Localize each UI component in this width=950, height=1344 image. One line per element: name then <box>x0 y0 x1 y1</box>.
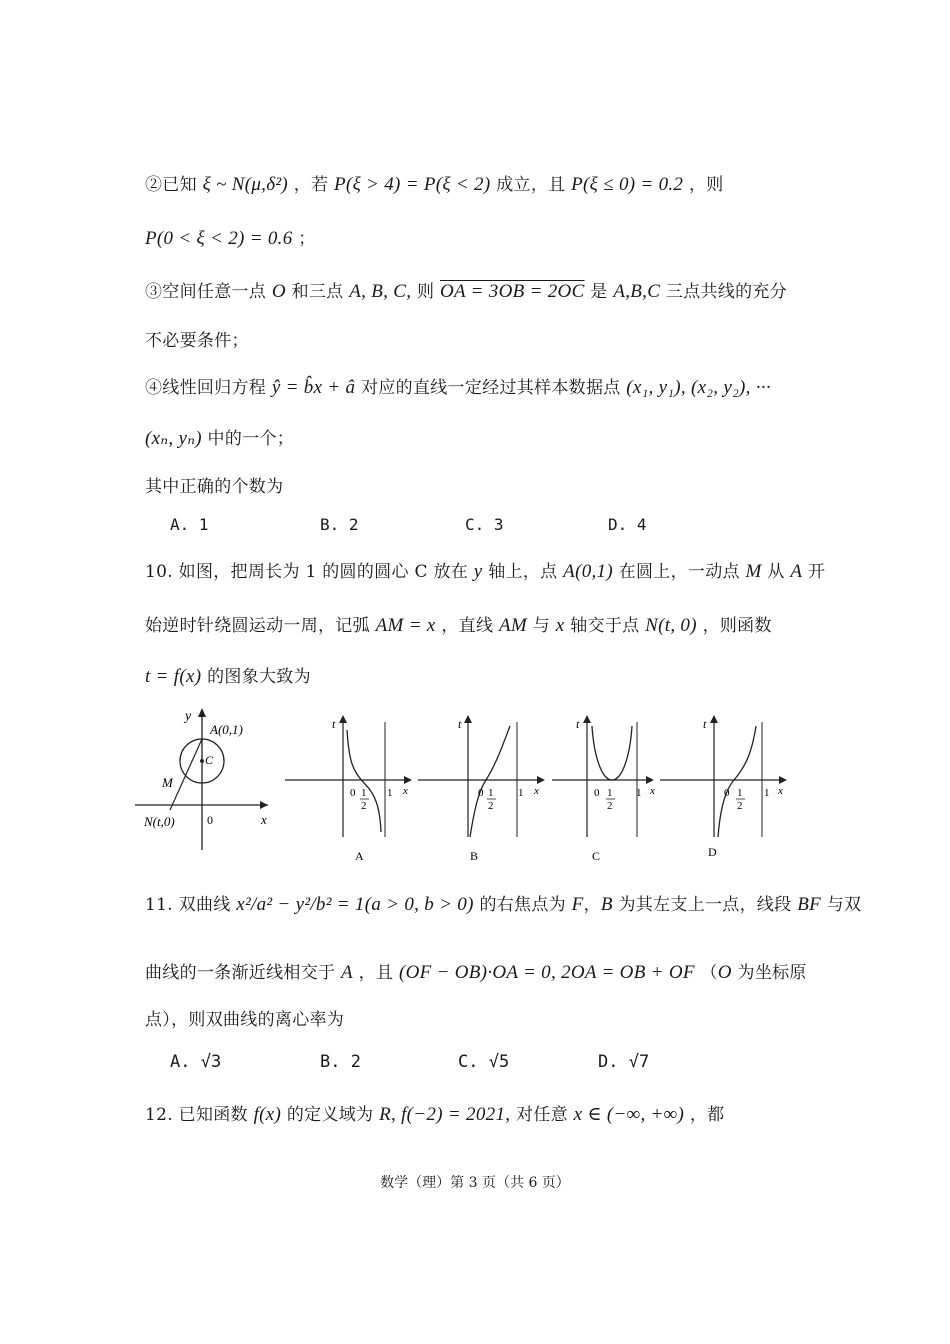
math: (x₁, y₁), (x₂, y₂), ··· <box>626 377 771 398</box>
text: 12. 已知函数 <box>145 1105 248 1125</box>
center-dot <box>200 759 204 763</box>
text: 10. 如图，把周长为 1 的圆的圆心 C 放在 <box>145 562 469 582</box>
graph-d <box>660 712 790 862</box>
text: 为坐标原 <box>737 963 807 983</box>
math: O <box>271 281 286 302</box>
fig-n-label: N(t,0) <box>144 814 175 829</box>
text: 与双 <box>826 895 862 915</box>
page-footer: 数学（理）第 3 页（共 6 页） <box>380 1175 570 1191</box>
q9-item2-line2 <box>145 224 316 250</box>
text: 轴上，点 <box>488 562 558 582</box>
t-label: t <box>576 717 580 731</box>
option-b[interactable]: B. 2 <box>320 515 359 534</box>
text: ，都 <box>689 1105 725 1125</box>
graph-label-d: D <box>708 845 717 859</box>
option-d[interactable]: D. √7 <box>598 1052 650 1072</box>
text: ③空间任意一点 <box>145 282 267 302</box>
text: 为其左支上一点，线段 <box>618 895 792 915</box>
text: （ <box>700 963 718 983</box>
text: 的定义域为 <box>286 1105 374 1125</box>
math: BF <box>797 894 822 915</box>
text: 的图象大致为 <box>207 667 311 687</box>
half-num: 1 <box>488 787 494 799</box>
math: N(t, 0) <box>645 615 697 636</box>
q9-item4-line2 <box>145 424 294 450</box>
text: ②已知 <box>145 175 197 195</box>
option-c[interactable]: C. √5 <box>458 1052 510 1072</box>
graph-a <box>285 712 415 862</box>
text: 从 <box>767 562 785 582</box>
hyperbola-equation: x²/a² − y²/b² = 1(a > 0, b > 0) <box>236 894 474 915</box>
math: f(x) <box>253 1104 282 1125</box>
text: 与 <box>532 616 551 636</box>
fig-zero-label: 0 <box>207 813 213 827</box>
math: F <box>571 894 584 915</box>
graph-c <box>552 712 667 862</box>
x-label: x <box>650 785 655 797</box>
vector-equation: (OF − OB)·OA = 0, 2OA = OB + OF <box>398 962 695 983</box>
half-den: 2 <box>361 800 367 812</box>
q11-line1 <box>145 890 861 916</box>
math: O <box>717 962 732 983</box>
text: 轴交于点 <box>570 616 640 636</box>
math: A, B, C, <box>349 281 412 302</box>
text: 是 <box>590 282 608 302</box>
option-c[interactable]: C. 3 <box>465 515 504 534</box>
x-label: x <box>778 785 783 797</box>
q9-options <box>170 515 647 534</box>
circle-figure <box>130 700 280 860</box>
q11-line3: 点），则双曲线的离心率为 <box>145 1010 345 1030</box>
arc-equation: AM = x <box>375 615 436 636</box>
q12-line1 <box>145 1100 724 1126</box>
text: 成立，且 <box>496 175 566 195</box>
q11-line2 <box>145 958 807 984</box>
q10-line3 <box>145 662 311 688</box>
half-num: 1 <box>737 787 743 799</box>
math: B <box>600 894 613 915</box>
math: P(ξ > 4) = P(ξ < 2) <box>334 174 491 195</box>
half-num: 1 <box>607 787 613 799</box>
option-b[interactable]: B. 2 <box>320 1052 361 1072</box>
text: ， <box>583 895 601 915</box>
math: P(ξ ≤ 0) = 0.2 <box>571 174 684 195</box>
option-a[interactable]: A. √3 <box>170 1052 222 1072</box>
text: 的右焦点为 <box>479 895 566 915</box>
x-axis-arrow <box>260 801 268 809</box>
text: 对应的直线一定经过其样本数据点 <box>361 378 621 398</box>
x-label: x <box>534 785 539 797</box>
text: 在圆上，一动点 <box>618 562 740 582</box>
t-label: t <box>458 717 462 731</box>
one-label: 1 <box>387 787 393 799</box>
graph-label-a: A <box>355 849 364 862</box>
t-label: t <box>332 717 336 731</box>
math: ξ ~ N(μ,δ²) <box>202 174 288 195</box>
one-label: 1 <box>764 787 770 799</box>
q9-item3-line1 <box>145 277 787 303</box>
text: 和三点 <box>291 282 344 302</box>
option-d[interactable]: D. 4 <box>608 515 647 534</box>
text: ； <box>298 229 316 249</box>
vector-equation: OA = 3OB = 2OC <box>440 281 585 302</box>
half-num: 1 <box>361 787 367 799</box>
text: ，且 <box>358 963 394 983</box>
graph-b <box>418 712 548 862</box>
half-den: 2 <box>737 800 743 812</box>
math: x ∈ (−∞, +∞) <box>573 1104 685 1125</box>
text: ④线性回归方程 <box>145 378 267 398</box>
q9-item4-line1 <box>145 373 771 399</box>
math: A <box>790 561 803 582</box>
fig-x-label: x <box>261 812 267 827</box>
zero-label: 0 <box>478 787 484 799</box>
text: 曲线的一条渐近线相交于 <box>145 963 336 983</box>
fig-c-label: C <box>205 753 214 767</box>
zero-label: 0 <box>594 787 600 799</box>
text: ，直线 <box>441 616 494 636</box>
zero-label: 0 <box>350 787 356 799</box>
line-am <box>170 739 202 810</box>
q9-item3-line2: 不必要条件； <box>145 331 249 351</box>
math: A <box>341 962 353 983</box>
one-label: 1 <box>518 787 524 799</box>
q9-item2-line1 <box>145 170 724 196</box>
math: t = f(x) <box>145 666 202 687</box>
math: M <box>745 561 762 582</box>
t-label: t <box>703 717 707 731</box>
text: 三点共线的充分 <box>665 282 788 302</box>
fig-m-label: M <box>162 775 173 790</box>
y-axis-arrow <box>198 708 206 717</box>
half-den: 2 <box>488 800 494 812</box>
fig-a-label: A(0,1) <box>210 722 243 737</box>
q9-summary: 其中正确的个数为 <box>145 477 284 497</box>
math: x <box>555 615 565 636</box>
text: 11. 双曲线 <box>145 895 231 915</box>
option-a[interactable]: A. 1 <box>170 515 209 534</box>
text: ，则 <box>688 175 724 195</box>
math: AM <box>498 615 528 636</box>
text: ，若 <box>293 175 329 195</box>
math: ŷ = b̂x + â <box>271 377 356 398</box>
math: R, f(−2) = 2021, <box>379 1104 511 1125</box>
q10-line2 <box>145 611 772 637</box>
math: y <box>473 561 483 582</box>
q10-line1 <box>145 557 825 583</box>
text: 对任意 <box>516 1105 568 1125</box>
graph-label-b: B <box>470 849 479 862</box>
q11-options <box>170 1052 649 1072</box>
graph-label-c: C <box>592 849 601 862</box>
x-label: x <box>403 785 408 797</box>
text: 始逆时针绕圆运动一周，记弧 <box>145 616 370 636</box>
math: A(0,1) <box>563 561 613 582</box>
text: 中的一个； <box>207 429 295 449</box>
text: ，则函数 <box>702 616 772 636</box>
math: P(0 < ξ < 2) = 0.6 <box>145 228 293 249</box>
zero-label: 0 <box>724 787 730 799</box>
half-den: 2 <box>607 800 613 812</box>
fig-y-label: y <box>185 709 192 724</box>
text: 则 <box>416 282 435 302</box>
one-label: 1 <box>636 787 642 799</box>
math: A,B,C <box>613 281 661 302</box>
math: (xₙ, yₙ) <box>145 428 202 449</box>
text: 开 <box>808 562 826 582</box>
